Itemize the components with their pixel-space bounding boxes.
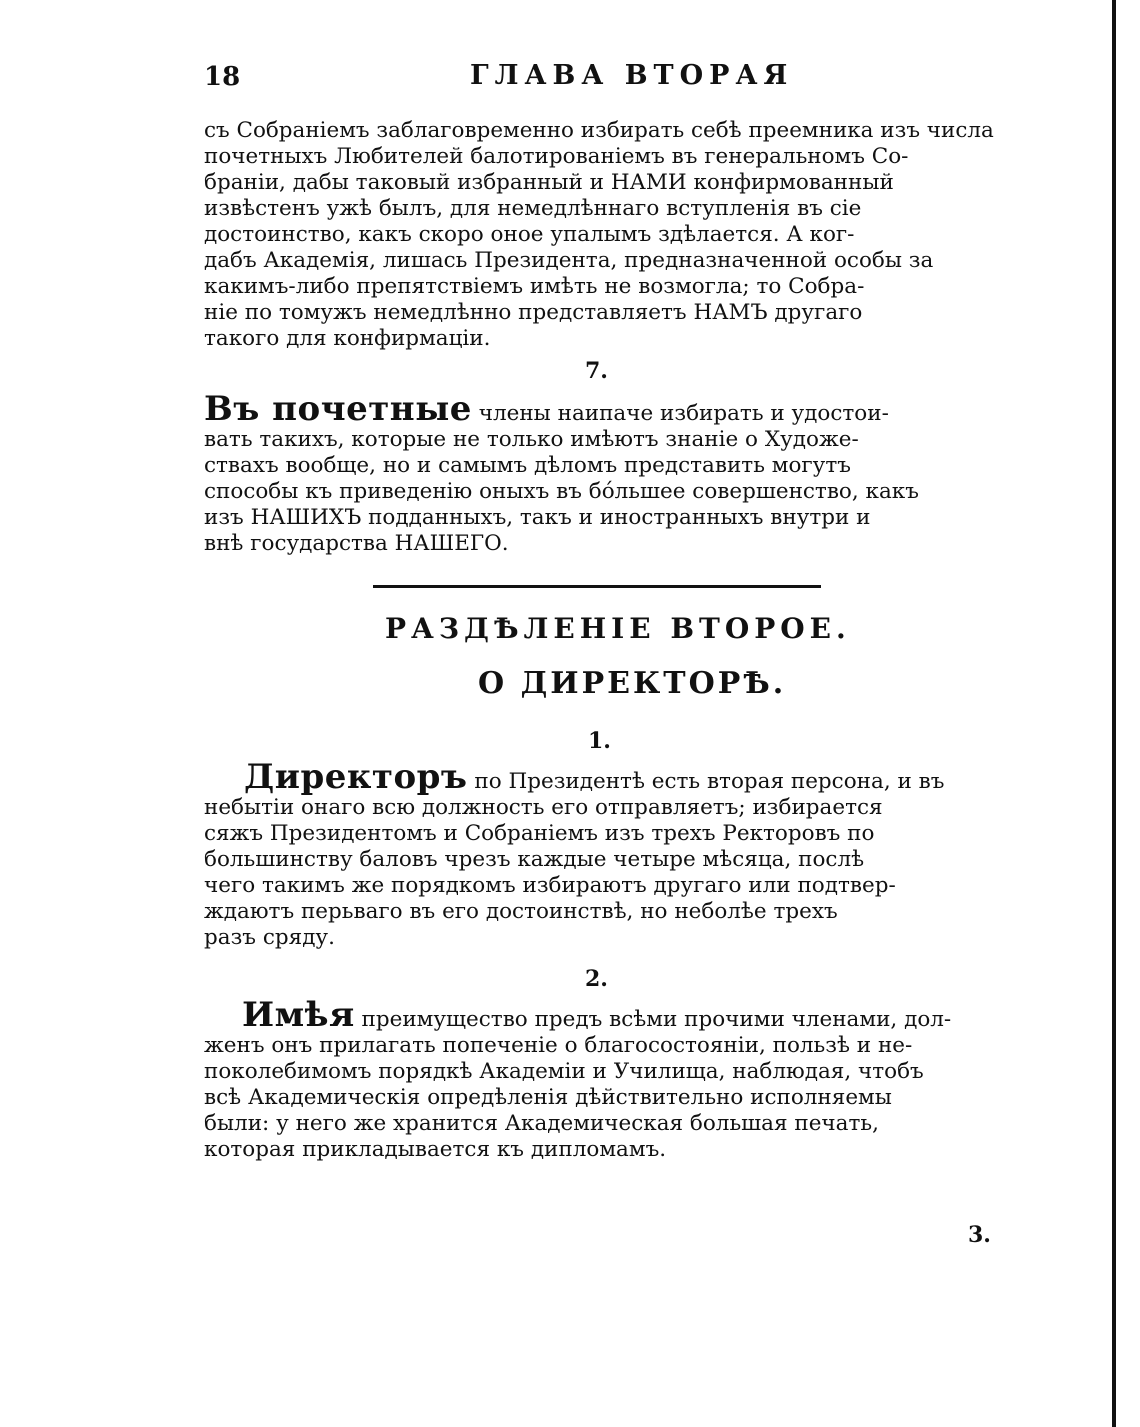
text-line: женъ онъ прилагать попеченіе о благосостояніи, пользѣ и не-	[204, 1033, 913, 1058]
article-number-7: 7.	[585, 358, 608, 384]
paragraph-continuation	[204, 118, 994, 352]
text-line: такого для конфирмаціи.	[204, 326, 491, 351]
text-line	[204, 757, 994, 797]
text-line: были: у него же хранится Академическая большая печать,	[204, 1111, 879, 1136]
text-line: съ Собраніемъ заблаговременно избирать себѣ преемника изъ числа	[204, 118, 994, 143]
text-line: сяжъ Президентомъ и Собраніемъ изъ трехъ Ректоровъ по	[204, 821, 875, 846]
section-title: РАЗДѢЛЕНІЕ ВТОРОЕ.	[385, 612, 851, 645]
page-edge-line	[1112, 0, 1116, 1427]
paragraph-honorary-members	[204, 389, 994, 557]
paragraph-director	[204, 757, 994, 951]
text-line: большинству баловъ чрезъ каждые четыре мѣсяца, послѣ	[204, 847, 865, 872]
text-line: чего такимъ же порядкомъ избираютъ другаго или подтвер-	[204, 873, 896, 898]
text-line: ніе по томужъ немедлѣнно представляетъ НАМЪ другаго	[204, 300, 863, 325]
lead-word: Директоръ	[244, 757, 468, 797]
text-line: ждаютъ перьваго въ его достоинствѣ, но неболѣе трехъ	[204, 899, 838, 924]
text-line: которая прикладывается къ дипломамъ.	[204, 1137, 667, 1162]
catchword: 3.	[968, 1222, 991, 1248]
text-line: небытіи онаго всю должность его отправляетъ; избирается	[204, 795, 883, 820]
text-fragment: преимущество предъ всѣми прочими членами, дол-	[361, 1007, 952, 1032]
subsection-title: О ДИРЕКТОРѢ.	[478, 666, 787, 701]
text-line: ствахъ вообще, но и самымъ дѣломъ представить могутъ	[204, 453, 851, 478]
text-line: вать такихъ, которые не только имѣютъ знаніе о Художе-	[204, 427, 859, 452]
text-line: способы къ приведенію оныхъ въ бóльшее совершенство, какъ	[204, 479, 919, 504]
text-line: браніи, дабы таковый избранный и НАМИ конфирмованный	[204, 170, 894, 195]
paragraph-director-duties	[204, 995, 994, 1163]
article-number-1: 1.	[588, 728, 611, 754]
lead-word: Имѣя	[242, 995, 355, 1035]
text-fragment: члены наипаче избирать и удостои-	[478, 401, 889, 426]
text-line: изъ НАШИХЪ подданныхъ, такъ и иностранныхъ внутри и	[204, 505, 871, 530]
text-line: извѣстенъ ужѣ былъ, для немедлѣннаго вступленія въ сіе	[204, 196, 862, 221]
text-line: разъ сряду.	[204, 925, 335, 950]
text-line: внѣ государства НАШЕГО.	[204, 531, 509, 556]
article-number-2: 2.	[585, 966, 608, 992]
running-head: ГЛАВА ВТОРАЯ	[470, 60, 794, 91]
text-line	[204, 389, 994, 429]
text-line	[204, 995, 994, 1035]
lead-words: Въ почетные	[204, 389, 472, 429]
text-line: поколебимомъ порядкѣ Академіи и Училища, наблюдая, чтобъ	[204, 1059, 924, 1084]
page-number: 18	[204, 62, 241, 92]
text-line: достоинство, какъ скоро оное упалымъ здѣлается. А ког-	[204, 222, 855, 247]
text-fragment: по Президентѣ есть вторая персона, и въ	[474, 769, 945, 794]
text-line: почетныхъ Любителей балотированіемъ въ генеральномъ Со-	[204, 144, 909, 169]
section-divider	[373, 585, 821, 588]
text-line: дабъ Академія, лишась Президента, предназначенной особы за	[204, 248, 934, 273]
text-line: какимъ-либо препятствіемъ имѣть не возмогла; то Собра-	[204, 274, 865, 299]
text-line: всѣ Академическія опредѣленія дѣйствительно исполняемы	[204, 1085, 892, 1110]
